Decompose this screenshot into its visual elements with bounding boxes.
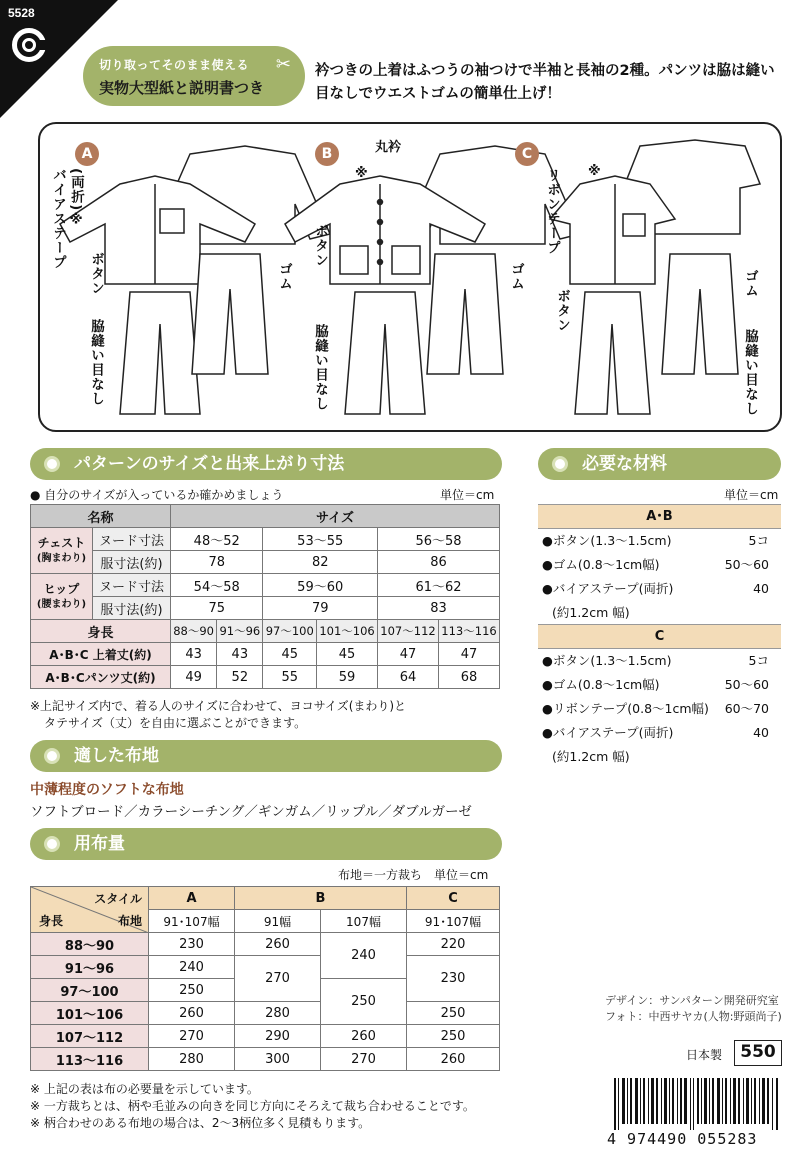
yardage-section-title: 用布量	[74, 834, 125, 854]
height-cell: 101〜106	[31, 1002, 149, 1025]
height-cell: 97〜100	[31, 979, 149, 1002]
product-code: 5528	[8, 6, 35, 20]
cell: 52	[217, 666, 263, 689]
cell: 45	[317, 643, 378, 666]
cell: 53〜55	[263, 528, 378, 551]
yardage-section-header	[30, 828, 502, 860]
yardage-corner	[31, 887, 149, 933]
chest-garment-label: 服寸法(約)	[93, 551, 171, 574]
height-cell: 101〜106	[317, 620, 378, 643]
materials-unit: 単位＝cm	[724, 488, 779, 502]
yardage-table	[30, 886, 500, 1071]
hip-label: ヒップ (腰まわり)	[31, 574, 93, 620]
cell: 56〜58	[378, 528, 500, 551]
yardage-note-1: ※ 上記の表は布の必要量を示しています。	[30, 1082, 259, 1096]
cell: 240	[321, 933, 407, 979]
size-section-title: パターンのサイズと出来上がり寸法	[74, 454, 345, 474]
style-b-header: B	[235, 887, 407, 910]
label-a-elastic: ゴム	[276, 262, 292, 291]
cell: 47	[378, 643, 439, 666]
bullet-icon	[44, 456, 60, 472]
materials-section-header	[538, 448, 781, 480]
height-cell: 113〜116	[31, 1048, 149, 1071]
size-check-note: ● 自分のサイズが入っているか確かめましょう	[30, 488, 284, 502]
cell: 55	[263, 666, 317, 689]
cell: 59〜60	[263, 574, 378, 597]
style-label: スタイル	[94, 892, 142, 906]
top-length-label: A･B･C 上着丈(約)	[31, 643, 171, 666]
label-b-side: 脇縫い目なし	[312, 324, 328, 411]
barcode-number: 4 974490 055283	[607, 1130, 758, 1148]
label-c-note: ※	[588, 164, 601, 179]
cell: 250	[321, 979, 407, 1025]
label-c-side: 脇縫い目なし	[742, 329, 758, 416]
height-cell: 91〜96	[31, 956, 149, 979]
label-c-ribbon: リボンテープ	[544, 168, 560, 255]
intro-text: 衿つきの上着はふつうの袖つけで半袖と長袖の2種。パンツは脇は縫い目なしでウエストゴムの簡単仕上げ！	[315, 63, 775, 102]
col-name: 名称	[31, 505, 171, 528]
label-b-button: ボタン	[312, 224, 328, 268]
made-in: 日本製	[686, 1048, 723, 1062]
style-c-header: C	[407, 887, 500, 910]
promo-badge	[83, 46, 305, 106]
cell: 43	[217, 643, 263, 666]
illustration-panel	[38, 122, 782, 432]
cell: 300	[235, 1048, 321, 1071]
cell: 250	[407, 1002, 500, 1025]
cell: 260	[235, 933, 321, 956]
width-b91: 91幅	[235, 910, 321, 933]
hip-nude-label: ヌード寸法	[93, 574, 171, 597]
style-badge-b: B	[315, 142, 339, 166]
cell: 290	[235, 1025, 321, 1048]
height-cell: 113〜116	[439, 620, 500, 643]
width-a: 91･107幅	[149, 910, 235, 933]
materials-group-c: C	[538, 625, 781, 649]
cell: 79	[263, 597, 378, 620]
cell: 86	[378, 551, 500, 574]
material-item: ●ボタン(1.3〜1.5cm) 5コ	[542, 653, 769, 668]
width-c: 91･107幅	[407, 910, 500, 933]
size-note-2: タテサイズ（丈）を自由に選ぶことができます。	[44, 716, 307, 730]
yardage-note-3: ※ 柄合わせのある布地の場合は、2〜3柄位多く見積もります。	[30, 1116, 371, 1130]
size-unit: 単位＝cm	[440, 488, 495, 502]
b-pants-front	[345, 292, 425, 414]
cell: 45	[263, 643, 317, 666]
height-label: 身長	[31, 620, 171, 643]
materials-list-c	[538, 624, 781, 769]
cell: 230	[407, 956, 500, 1002]
cell: 54〜58	[171, 574, 263, 597]
design-credit: デザイン：サンパターン開発研究室	[605, 994, 779, 1007]
cell: 43	[171, 643, 217, 666]
material-item: ●ゴム(0.8〜1cm幅) 50〜60	[542, 677, 769, 692]
b-pants-back	[427, 254, 503, 374]
cell: 75	[171, 597, 263, 620]
size-note-1: ※上記サイズ内で、着る人のサイズに合わせて、ヨコサイズ(まわり)と	[30, 699, 407, 713]
bullet-icon	[44, 748, 60, 764]
label-a-bias: バイアステープ	[50, 168, 66, 270]
height-cell: 107〜112	[378, 620, 439, 643]
height-cell: 91〜96	[217, 620, 263, 643]
fabric-section-title: 適した布地	[74, 746, 159, 766]
cell: 59	[317, 666, 378, 689]
height-cell: 107〜112	[31, 1025, 149, 1048]
price: 550	[734, 1040, 782, 1066]
material-item: ●リボンテープ(0.8〜1cm幅) 60〜70	[542, 701, 769, 716]
material-item: (約1.2cm 幅)	[552, 605, 630, 620]
pants-length-label: A･B･Cパンツ丈(約)	[31, 666, 171, 689]
cell: 240	[149, 956, 235, 979]
cell: 48〜52	[171, 528, 263, 551]
photo-credit: フォト：中西サヤカ(人物:野頭尚子)	[605, 1010, 782, 1023]
chest-nude-label: ヌード寸法	[93, 528, 171, 551]
label-b-note: ※	[355, 166, 368, 181]
height-cell: 88〜90	[31, 933, 149, 956]
cell: 260	[149, 1002, 235, 1025]
cell: 61〜62	[378, 574, 500, 597]
cell: 270	[235, 956, 321, 1002]
label-c-elastic: ゴム	[742, 269, 758, 298]
garment-drawings	[40, 124, 784, 434]
fabric-section-header	[30, 740, 502, 772]
cell: 64	[378, 666, 439, 689]
cell: 220	[407, 933, 500, 956]
cell: 68	[439, 666, 500, 689]
fabric-label: 布地	[117, 914, 142, 928]
label-a-side: 脇縫い目なし	[88, 319, 104, 406]
col-size: サイズ	[171, 505, 500, 528]
cell: 260	[407, 1048, 500, 1071]
label-a-note: (両折)※	[68, 168, 84, 229]
cell: 250	[407, 1025, 500, 1048]
cell: 230	[149, 933, 235, 956]
yardage-unit: 布地＝一方裁ち 単位＝cm	[338, 868, 489, 882]
materials-group-ab: A･B	[538, 505, 781, 529]
material-item: ●バイアステープ(両折) 40	[542, 725, 769, 740]
brand-logo-gap	[38, 40, 50, 50]
cell: 280	[235, 1002, 321, 1025]
size-section-header	[30, 448, 502, 480]
scissors-icon: ✂	[275, 54, 291, 75]
label-b-elastic: ゴム	[508, 262, 524, 291]
chest-label: チェスト (胸まわり)	[31, 528, 93, 574]
cell: 280	[149, 1048, 235, 1071]
material-item: (約1.2cm 幅)	[552, 749, 630, 764]
c-pants-back	[662, 254, 738, 374]
barcode-icon	[612, 1078, 782, 1130]
c-pants-front	[575, 292, 650, 414]
cell: 83	[378, 597, 500, 620]
hip-garment-label: 服寸法(約)	[93, 597, 171, 620]
materials-list-ab	[538, 504, 781, 625]
a-pants-front	[120, 292, 200, 414]
cell: 270	[149, 1025, 235, 1048]
cell: 47	[439, 643, 500, 666]
fabric-lead: 中薄程度のソフトな布地	[30, 782, 184, 798]
bullet-icon	[44, 836, 60, 852]
fabric-list: ソフトブロード／カラーシーチング／ギンガム／リップル／ダブルガーゼ	[30, 804, 472, 820]
label-c-button: ボタン	[554, 289, 570, 333]
height-label: 身長	[39, 914, 64, 928]
materials-section-title: 必要な材料	[582, 454, 667, 474]
cell: 260	[321, 1025, 407, 1048]
cell: 78	[171, 551, 263, 574]
cell: 82	[263, 551, 378, 574]
material-item: ●ボタン(1.3〜1.5cm) 5コ	[542, 533, 769, 548]
height-cell: 88〜90	[171, 620, 217, 643]
label-a-button: ボタン	[88, 252, 104, 296]
label-b-collar: 丸衿	[375, 140, 402, 155]
style-a-header: A	[149, 887, 235, 910]
style-badge-c: C	[515, 142, 539, 166]
style-badge-a: A	[75, 142, 99, 166]
cell: 270	[321, 1048, 407, 1071]
material-item: ●バイアステープ(両折) 40	[542, 581, 769, 596]
size-table	[30, 504, 500, 689]
yardage-note-2: ※ 一方裁ちとは、柄や毛並みの向きを同じ方向にそろえて裁ち合わせることです。	[30, 1099, 475, 1113]
bullet-icon	[552, 456, 568, 472]
promo-line2: 実物大型紙と説明書つき	[99, 79, 265, 97]
width-b107: 107幅	[321, 910, 407, 933]
cell: 250	[149, 979, 235, 1002]
cell: 49	[171, 666, 217, 689]
brand-logo-dot	[22, 38, 36, 52]
promo-line1: 切り取ってそのまま使える	[99, 58, 250, 72]
height-cell: 97〜100	[263, 620, 317, 643]
material-item: ●ゴム(0.8〜1cm幅) 50〜60	[542, 557, 769, 572]
a-pants-back	[192, 254, 268, 374]
